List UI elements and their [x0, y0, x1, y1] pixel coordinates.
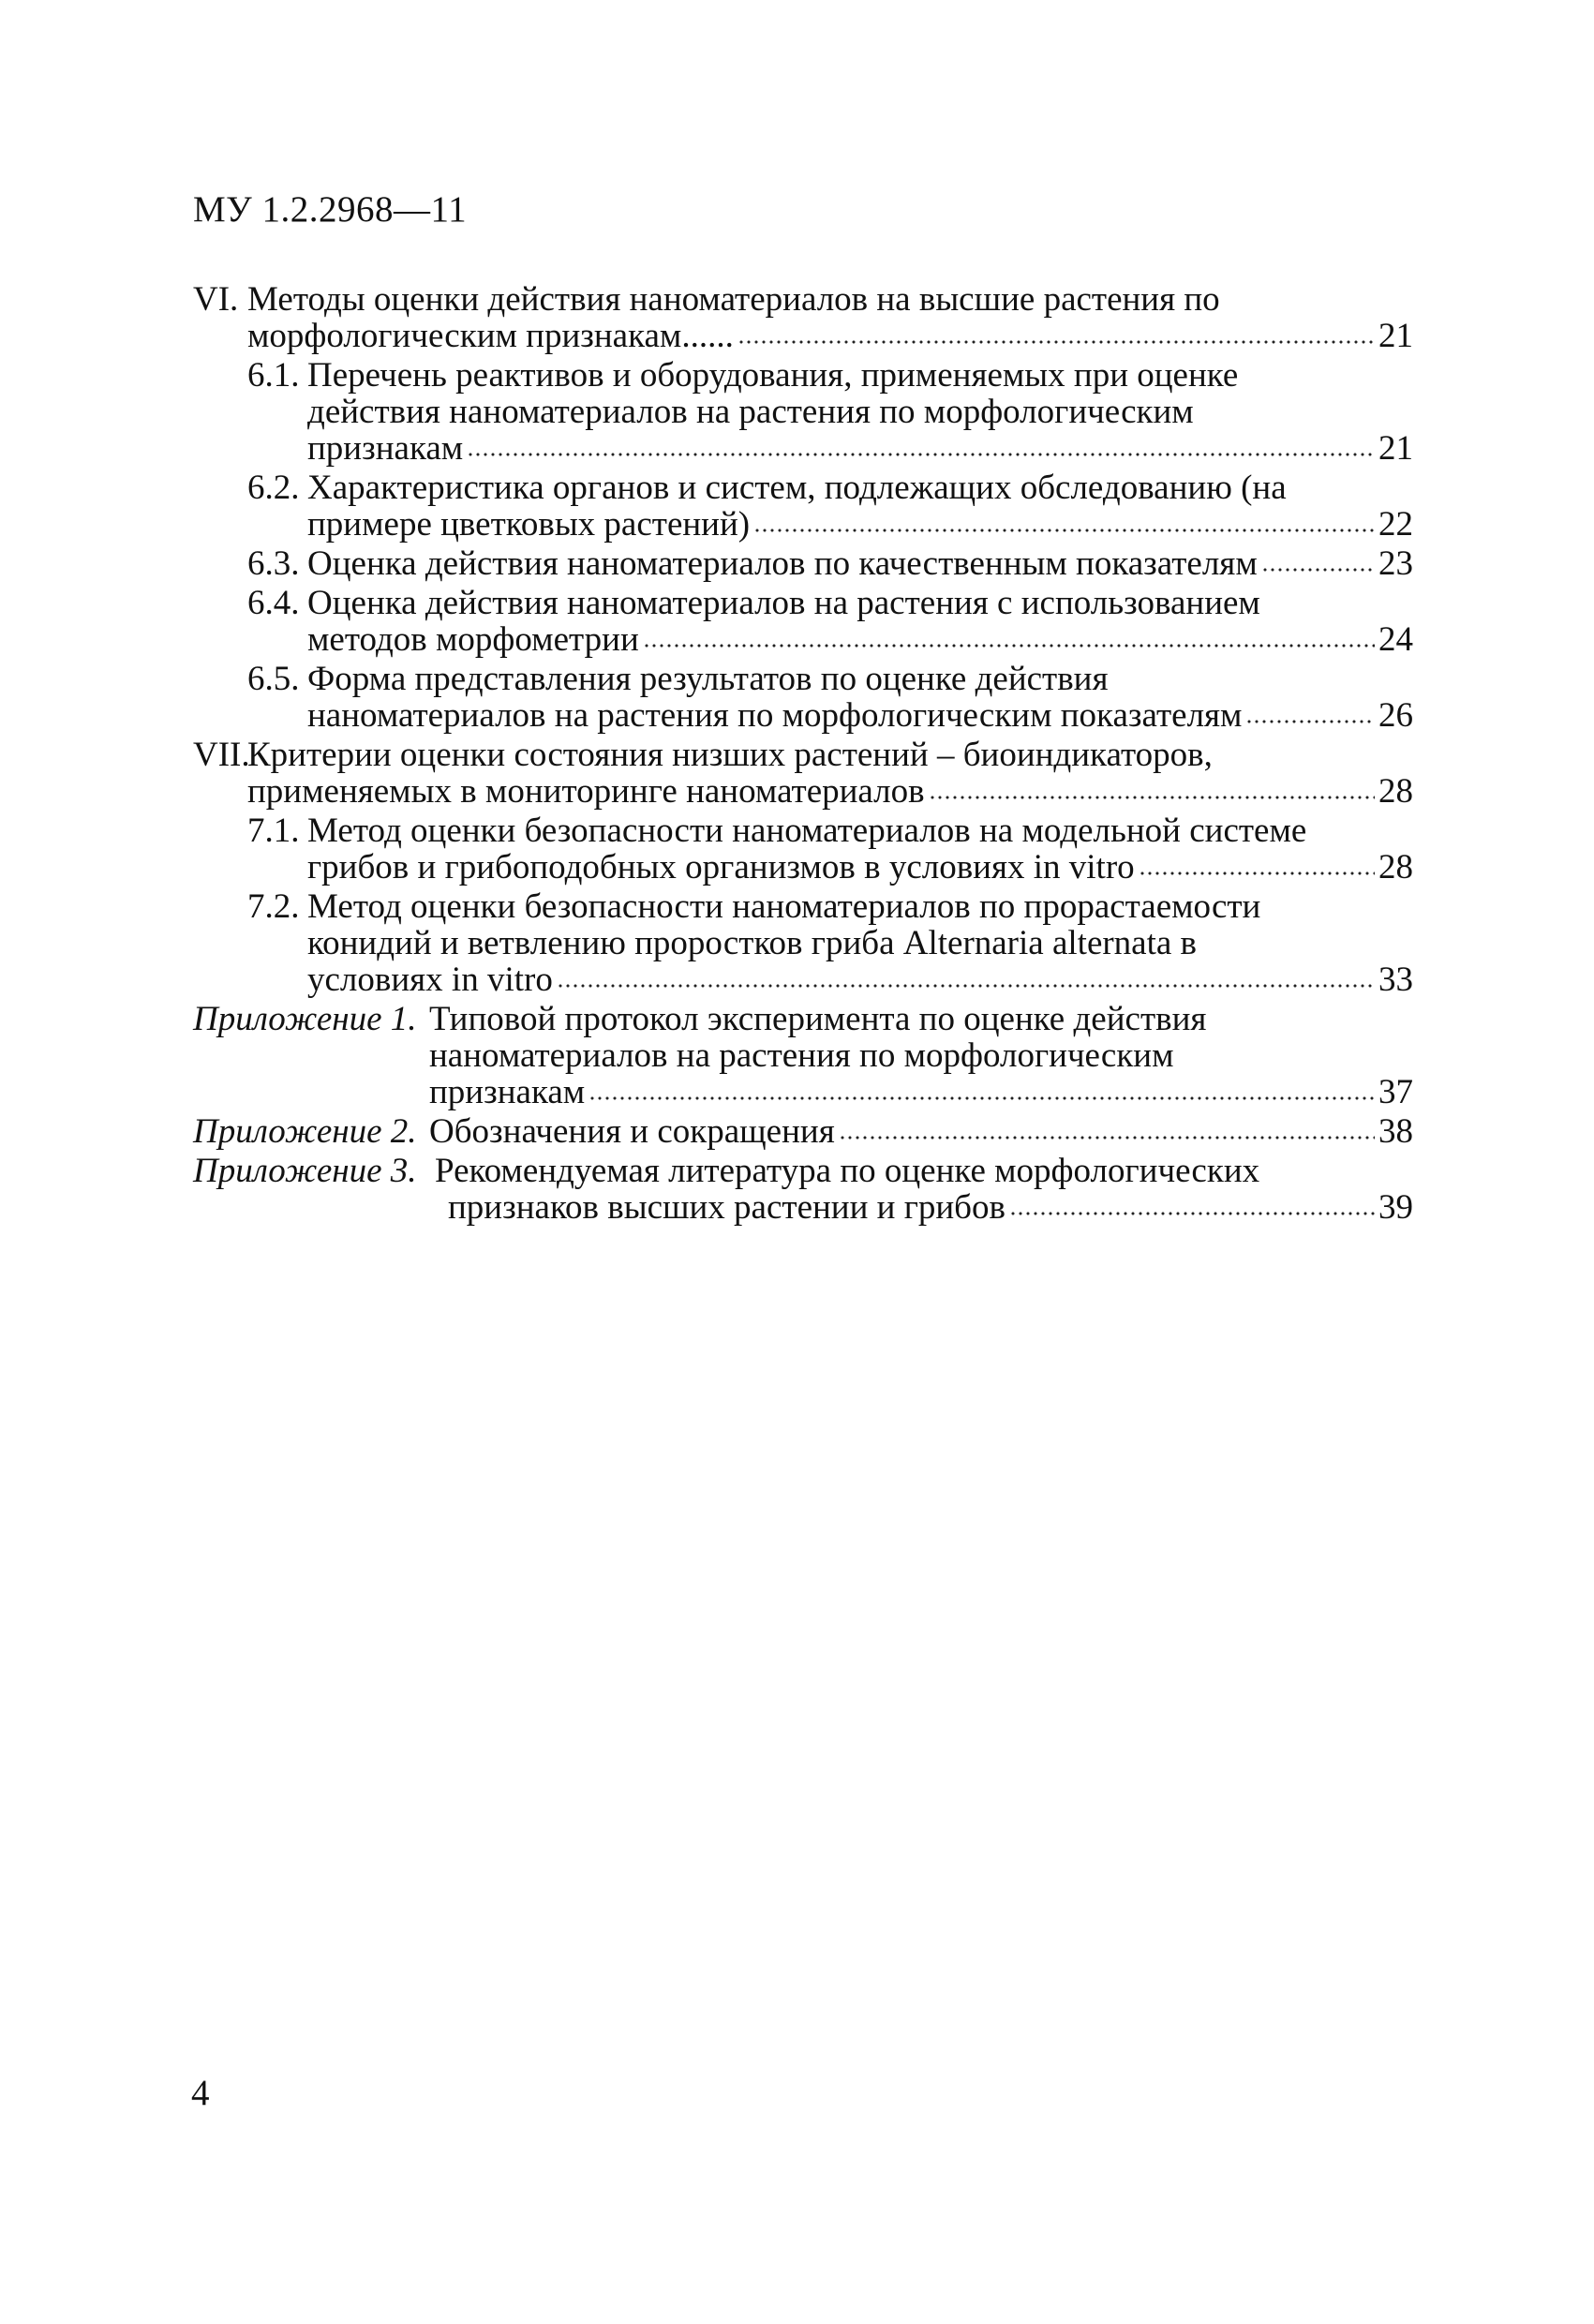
toc-entry-last-line — [307, 849, 1413, 886]
dot-leader — [557, 983, 1375, 989]
toc-entry-title-line: методов морфометрии — [307, 620, 639, 659]
toc-entry-number: VII. — [193, 736, 250, 774]
dot-leader — [1245, 719, 1375, 724]
toc-entry-title-line: Оценка действия наноматериалов на растения с использованием — [307, 584, 1260, 622]
toc-entry-title-line: примере цветковых растений) — [307, 505, 751, 544]
toc-entry-section-7[interactable] — [193, 737, 1413, 810]
dot-leader — [839, 1135, 1375, 1140]
toc-entry-last-line — [307, 621, 1413, 658]
toc-entry-title-line: Методы оценки действия наноматериалов на высшие растения по — [247, 280, 1220, 319]
appendix-label: Приложение 3. — [193, 1152, 417, 1190]
dot-leader — [467, 452, 1375, 457]
toc-entry-title-line: наноматериалов на растения по морфологическим показателям — [307, 696, 1243, 735]
dot-leader — [929, 795, 1375, 800]
toc-page-number: 21 — [1378, 429, 1413, 468]
toc-page-number: 28 — [1378, 772, 1413, 811]
toc-entry-number: 6.3. — [247, 544, 300, 583]
toc-entry-6-3[interactable] — [193, 545, 1413, 582]
document-header: МУ 1.2.2968—11 — [193, 189, 468, 230]
toc-entry-title-line: грибов и грибоподобных организмов в условиях in vitro — [307, 848, 1135, 886]
appendix-label: Приложение 1. — [193, 1000, 417, 1038]
dot-leader — [643, 643, 1375, 648]
toc-entry-appendix-3[interactable] — [193, 1153, 1413, 1226]
table-of-contents — [193, 281, 1413, 1226]
dot-leader — [588, 1095, 1375, 1101]
toc-entry-title-line: признаков высших растении и грибов — [448, 1188, 1006, 1227]
page-number: 4 — [191, 2073, 210, 2113]
toc-entry-title-line: Метод оценки безопасности наноматериалов по прорастаемости — [307, 887, 1261, 926]
toc-entry-number: 6.4. — [247, 584, 300, 622]
toc-entry-number: 6.2. — [247, 469, 300, 507]
toc-entry-last-line — [429, 1113, 1413, 1150]
toc-entry-number: VI. — [193, 280, 239, 319]
toc-entry-title-line: морфологическим признакам...... — [247, 317, 734, 355]
dot-leader — [1139, 871, 1375, 876]
toc-entry-last-line — [307, 545, 1413, 582]
toc-entry-title-line: признакам — [429, 1073, 586, 1111]
toc-entry-appendix-2[interactable] — [193, 1113, 1413, 1150]
toc-page-number: 26 — [1378, 696, 1413, 735]
toc-entry-last-line — [307, 506, 1413, 543]
dot-leader — [753, 528, 1375, 533]
dot-leader — [1261, 567, 1375, 573]
toc-entry-title-line: Типовой протокол эксперимента по оценке действия — [429, 1000, 1207, 1038]
toc-entry-title-line: условиях in vitro — [307, 961, 553, 999]
toc-entry-title-line: наноматериалов на растения по морфологическим — [429, 1036, 1174, 1075]
toc-entry-6-4[interactable] — [193, 585, 1413, 658]
toc-page-number: 38 — [1378, 1112, 1413, 1151]
toc-entry-title-line: Метод оценки безопасности наноматериалов на модельной системе — [307, 812, 1307, 850]
toc-entry-last-line — [247, 318, 1413, 354]
toc-entry-last-line — [307, 961, 1413, 998]
toc-entry-title-line: конидий и ветвлению проростков гриба Alternaria alternata в — [307, 924, 1198, 962]
toc-entry-7-2[interactable] — [193, 888, 1413, 998]
toc-page-number: 33 — [1378, 961, 1413, 999]
toc-page-number: 28 — [1378, 848, 1413, 886]
toc-page-number: 39 — [1378, 1188, 1413, 1227]
toc-entry-6-5[interactable] — [193, 661, 1413, 734]
toc-entry-last-line — [307, 430, 1413, 467]
toc-entry-title-line: Форма представления результатов по оценке действия — [307, 660, 1109, 698]
toc-entry-number: 7.1. — [247, 812, 300, 850]
toc-page-number: 24 — [1378, 620, 1413, 659]
toc-entry-last-line — [307, 697, 1413, 734]
dot-leader — [737, 339, 1375, 345]
toc-page-number: 23 — [1378, 544, 1413, 583]
toc-page-number: 37 — [1378, 1073, 1413, 1111]
toc-page-number: 21 — [1378, 317, 1413, 355]
toc-entry-number: 6.1. — [247, 356, 300, 395]
toc-entry-6-1[interactable] — [193, 357, 1413, 467]
toc-entry-title-line: Характеристика органов и систем, подлежащих обследованию (на — [307, 469, 1287, 507]
toc-entry-last-line — [429, 1074, 1413, 1110]
dot-leader — [1009, 1211, 1375, 1216]
toc-entry-number: 6.5. — [247, 660, 300, 698]
toc-entry-last-line — [247, 773, 1413, 810]
toc-entry-section-6[interactable] — [193, 281, 1413, 354]
toc-entry-7-1[interactable] — [193, 812, 1413, 886]
toc-entry-title-line: Рекомендуемая литература по оценке морфологических — [435, 1152, 1260, 1190]
appendix-label: Приложение 2. — [193, 1112, 417, 1151]
toc-entry-appendix-1[interactable] — [193, 1001, 1413, 1110]
toc-entry-title-line: Оценка действия наноматериалов по качественным показателям — [307, 544, 1258, 583]
toc-page-number: 22 — [1378, 505, 1413, 544]
toc-entry-title-line: Перечень реактивов и оборудования, применяемых при оценке — [307, 356, 1239, 395]
toc-entry-title-line: применяемых в мониторинге наноматериалов — [247, 772, 925, 811]
toc-entry-number: 7.2. — [247, 887, 300, 926]
toc-entry-title-line: действия наноматериалов на растения по морфологическим — [307, 393, 1194, 431]
toc-entry-title-line: Критерии оценки состояния низших растений – биоиндикаторов, — [247, 736, 1213, 774]
toc-entry-title-line: Обозначения и сокращения — [429, 1112, 835, 1151]
toc-entry-last-line — [435, 1189, 1413, 1226]
toc-entry-title-line: признакам — [307, 429, 464, 468]
toc-entry-6-2[interactable] — [193, 469, 1413, 543]
